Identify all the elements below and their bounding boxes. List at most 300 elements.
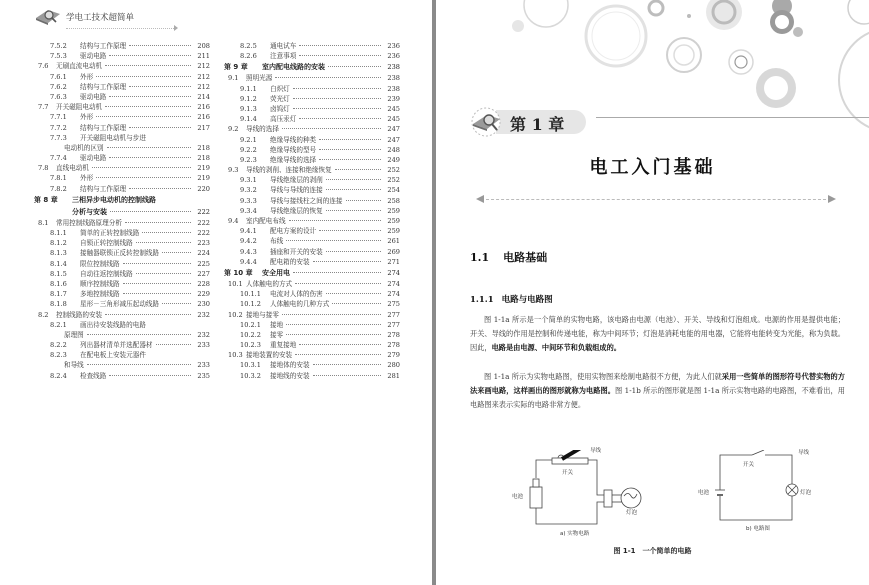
toc-entry[interactable] [34,92,210,102]
toc-entry[interactable] [224,279,400,289]
paragraph-1-emphasis: 电路是由电源、中间环节和负载组成的。 [491,343,621,353]
toc-leader-dots [162,303,191,304]
toc-leader-dots [109,55,191,56]
toc-entry-page: 232 [197,310,210,319]
toc-entry-title: 卤钨灯 [270,104,290,113]
toc-entry-number: 9.1.3 [240,104,257,113]
toc-entry-number: 8.2.1 [50,320,67,329]
toc-entry-page: 252 [387,176,400,185]
toc-leader-dots [289,220,381,221]
toc-entry-number: 8.1.1 [50,229,67,237]
toc-entry-page: 238 [387,84,400,93]
toc-entry-title: 导线绝缘层的恢复 [270,206,323,215]
toc-entry-title: 自锁正转控制线路 [80,239,133,248]
toc-entry-number: 7.7 [38,103,49,112]
toc-leader-dots [299,55,381,56]
right-page [436,0,869,585]
toc-entry-page: 259 [387,217,400,225]
toc-entry-title: 自动往返控制线路 [80,269,133,278]
paragraph-2-text: 图 1-1a 所示为实物电路图，使用实物图来绘制电路很不方便，为此人们就 [484,372,722,381]
toc-leader-dots [162,252,191,253]
toc-entry[interactable] [224,247,400,257]
toc-entry-title: 配电方案的设计 [270,227,317,236]
toc-entry[interactable] [224,371,400,381]
toc-leader-dots [319,159,381,160]
toc-entry-page: 229 [197,290,210,299]
toc-entry[interactable] [34,163,210,173]
toc-leader-dots [335,169,381,170]
toc-entry[interactable] [224,124,400,134]
toc-entry[interactable] [34,173,210,183]
toc-leader-dots [299,118,381,119]
toc-entry-page: 274 [387,279,400,288]
toc-entry-title: 无刷直流电动机 [56,62,103,71]
toc-entry-page: 216 [197,103,210,112]
toc-entry[interactable] [34,133,210,143]
toc-entry[interactable] [224,340,400,350]
toc-entry-number: 7.5.2 [50,42,67,50]
toc-entry[interactable] [34,143,210,153]
toc-entry[interactable] [34,248,210,258]
toc-entry-page: 212 [197,82,210,91]
toc-entry-page: 277 [387,310,400,319]
toc-entry[interactable] [224,226,400,236]
toc-entry[interactable] [224,41,400,51]
chapter-title: 电工入门基础 [589,157,716,178]
toc-entry-number: 7.8.1 [50,174,67,183]
toc-entry[interactable] [224,61,400,73]
toc-entry-title: 开关磁阻电动机 [56,103,103,112]
toc-leader-dots [286,324,381,325]
toc-entry[interactable] [224,350,400,360]
toc-entry-page: 219 [197,174,210,183]
caption-a: a) 实物电路 [560,531,590,537]
toc-entry-page: 247 [387,135,400,144]
toc-entry-title: 星形－三角形减压起动线路 [80,300,160,309]
toc-leader-dots [313,364,381,365]
toc-entry-page: 227 [197,269,210,278]
paragraph-1 [470,313,845,356]
toc-leader-dots [328,66,381,67]
toc-entry-page: 232 [197,330,210,339]
toc-entry-page: 271 [387,257,400,266]
toc-entry[interactable] [34,153,210,163]
toc-leader-dots [156,344,191,345]
toc-entry-number: 10.1.1 [240,290,261,299]
subsection-title: 电路与电路图 [501,295,553,305]
toc-leader-dots [105,314,191,315]
toc-leader-dots [293,108,381,109]
toc-entry-page: 224 [197,249,210,258]
toc-entry-page: 222 [197,229,210,237]
toc-leader-dots [286,334,381,335]
toc-leader-dots [319,139,381,140]
subsection-heading [470,293,553,305]
toc-leader-dots [319,149,381,150]
toc-entry[interactable] [34,299,210,309]
toc-leader-dots [123,283,191,284]
toc-entry-number: 8.1.4 [50,259,67,268]
toc-entry-number: 8.1.5 [50,269,67,278]
toc-entry-title: 导线的选择 [246,125,279,134]
toc-entry-number: 8.2.3 [50,351,67,360]
book-magnifier-icon [470,107,504,137]
toc-entry-number: 7.5.3 [50,52,67,61]
toc-leader-dots [346,200,381,201]
toc-entry-title: 人体触电的几种方式 [270,300,330,309]
toc-entry-title: 驱动电路 [80,52,107,61]
toc-entry[interactable] [34,320,210,330]
toc-leader-dots [282,314,381,315]
paragraph-1-text: 图 1-1a 所示是一个简单的实物电路，该电路由电源（电池）、开关、导线和灯泡组成。电源的作用是提供电能；开关、导线的作用是控制和传递电能，称为中间环节；灯泡是消耗电能的用电器，它能将电能转变为光能，称为负载。因此， [470,315,845,353]
toc-entry-title: 导线与导线的连接 [270,186,323,195]
toc-entry-page: 208 [197,42,210,50]
toc-entry-title: 导线的剥削、连接和绝缘恢复 [246,166,332,175]
header-arrow-icon [174,25,178,31]
toc-leader-dots [105,106,191,107]
toc-leader-dots [326,179,381,180]
toc-entry-number: 8.1.3 [50,249,67,258]
toc-entry-title: 室内配电布线 [246,217,286,225]
paragraph-2-text-end: 图 1-1b 所示的图形就是图 1-1a 所示实物电路的电路图，不难看出，用电路图来表示实际的电路非常方便。 [470,386,845,410]
toc-entry-number: 9.4 [228,217,239,225]
toc-entry-page: 278 [387,330,400,339]
toc-entry-title: 驱动电路 [80,154,107,163]
label-wire-a: 导线 [590,448,602,454]
toc-entry[interactable] [224,360,400,370]
toc-entry[interactable] [34,330,210,340]
caption-b: b) 电路图 [746,526,770,532]
label-wire-b: 导线 [798,450,810,456]
toc-entry-number: 7.6.1 [50,72,67,81]
toc-entry-page: 219 [197,164,210,173]
toc-entry-page: 274 [387,290,400,299]
toc-entry-number: 10.3.2 [240,371,261,380]
toc-leader-dots [275,77,381,78]
toc-entry[interactable] [34,184,210,194]
toc-entry-number: 8.1.2 [50,239,67,248]
toc-entry-title: 分析与安装 [72,207,107,216]
toc-entry-number: 7.7.3 [50,133,67,142]
toc-entry-number: 8.1.8 [50,300,67,309]
toc-entry-number: 10.2.2 [240,330,261,339]
toc-leader-dots [293,88,381,89]
toc-entry[interactable] [34,194,210,206]
chapter-number: 第 1 章 [510,115,565,134]
toc-entry[interactable] [224,299,400,309]
toc-entry-page: 249 [387,155,400,164]
toc-entry-title: 外形 [80,113,94,122]
toc-entry[interactable] [224,330,400,340]
toc-entry[interactable] [34,350,210,360]
toc-entry-number: 10.1 [228,279,243,288]
toc-entry-title: 简单的正转控制线路 [80,229,140,237]
toc-entry-number: 10.3 [228,351,243,360]
running-header [34,6,184,28]
toc-entry-number: 9.1 [228,74,239,83]
toc-leader-dots [109,96,191,97]
toc-entry-title: 导线绝缘层的剥削 [270,176,323,185]
toc-entry-number: 9.3.1 [240,176,257,185]
toc-entry[interactable] [34,259,210,269]
toc-entry[interactable] [34,206,210,218]
toc-leader-dots [326,251,381,252]
toc-entry[interactable] [224,196,400,206]
toc-leader-dots [295,354,381,355]
toc-entry[interactable] [224,73,400,83]
toc-entry-number: 9.2.2 [240,145,257,154]
toc-entry-number: 8.2.4 [50,371,67,380]
toc-entry-title: 驱动电路 [80,92,107,101]
toc-entry[interactable] [34,310,210,320]
toc-entry-number: 9.2.3 [240,155,257,164]
toc-entry[interactable] [34,102,210,112]
toc-leader-dots [326,293,381,294]
toc-entry[interactable] [224,267,400,279]
toc-entry[interactable] [224,289,400,299]
label-lamp-a: 灯泡 [626,510,638,516]
toc-entry-title: 结构与工作原理 [80,82,127,91]
toc-entry[interactable] [34,238,210,248]
toc-leader-dots [326,210,381,211]
header-divider [66,28,176,29]
toc-entry[interactable] [34,72,210,82]
right-arrow-icon [828,195,836,203]
toc-leader-dots [142,232,191,233]
toc-entry-title: 白炽灯 [270,84,290,93]
toc-entry-title: 室内配电线路的安装 [262,63,325,72]
toc-entry[interactable] [224,51,400,61]
toc-entry[interactable] [224,135,400,145]
toc-entry-page: 230 [197,300,210,309]
toc-entry-title: 接地装置的安装 [246,351,293,360]
toc-entry[interactable] [34,123,210,133]
toc-entry-title: 布线 [270,237,284,246]
subsection-number: 1.1.1 [470,295,494,305]
toc-entry-title: 结构与工作原理 [80,42,127,50]
toc-entry-number: 9.2.1 [240,135,257,144]
toc-entry-page: 275 [387,300,400,309]
toc-entry-page: 218 [197,143,210,152]
toc-entry[interactable] [224,175,400,185]
book-magnifier-icon [34,6,62,26]
toc-entry[interactable] [224,114,400,124]
toc-entry-number: 7.8.2 [50,184,67,193]
toc-entry-page: 245 [387,115,400,124]
toc-entry-title: 结构与工作原理 [80,123,127,132]
toc-entry-page: 228 [197,279,210,288]
toc-leader-dots [129,188,191,189]
toc-entry-page: 259 [387,227,400,236]
toc-entry-number: 7.6.3 [50,92,67,101]
toc-leader-dots [96,177,191,178]
toc-leader-dots [107,147,191,148]
toc-entry[interactable] [224,155,400,165]
toc-entry[interactable] [34,112,210,122]
toc-leader-dots [332,303,381,304]
toc-entry-number: 9.3.2 [240,186,257,195]
toc-entry[interactable] [34,228,210,238]
toc-entry-page: 277 [387,320,400,329]
toc-entry-page: 278 [387,341,400,350]
toc-entry-number: 8.2.2 [50,341,67,350]
toc-entry[interactable] [34,269,210,279]
toc-entry[interactable] [224,257,400,267]
toc-entry-number: 9.1.1 [240,84,257,93]
toc-leader-dots [136,242,191,243]
toc-entry[interactable] [224,216,400,226]
toc-entry-page: 223 [197,239,210,248]
toc-entry-page: 245 [387,104,400,113]
toc-entry[interactable] [34,218,210,228]
toc-entry-page: 254 [387,186,400,195]
label-battery-b: 电池 [698,490,710,496]
toc-entry-number: 7.8 [38,164,49,173]
toc-entry-number: 9.4.1 [240,227,257,236]
toc-entry-page: 238 [387,74,400,83]
toc-entry-number: 7.6.2 [50,82,67,91]
toc-entry-page: 258 [387,196,400,205]
toc-entry[interactable] [34,41,210,51]
toc-entry-number: 第 10 章 [224,268,253,277]
toc-entry-number: 7.7.1 [50,113,67,122]
toc-entry-page: 252 [387,166,400,175]
toc-entry-number: 10.2.3 [240,341,261,350]
label-lamp-b: 灯泡 [800,490,812,496]
toc-entry-title: 电动机的区别 [64,143,104,152]
toc-entry-title: 绝缘导线的型号 [270,145,317,154]
chapter-rule [596,117,869,118]
toc-entry-title: 列出器材清单并选配器材 [80,341,153,350]
toc-entry-title: 安全用电 [262,268,290,277]
toc-entry-page: 216 [197,113,210,122]
toc-leader-dots [105,65,191,66]
toc-entry-page: 212 [197,62,210,71]
figure-caption: 图 1-1 一个简单的电路 [613,547,692,555]
toc-entry-page: 233 [197,361,210,370]
toc-entry-title: 开关磁阻电动机与步进 [80,133,146,142]
toc-column-2 [224,41,400,381]
toc-entry[interactable] [224,84,400,94]
toc-entry-number: 8.1.6 [50,279,67,288]
toc-entry-title: 原理图 [64,330,84,339]
toc-entry[interactable] [224,185,400,195]
toc-entry[interactable] [224,320,400,330]
toc-entry[interactable] [224,310,400,320]
paragraph-2-emphasis: 采用一些简单的图形符号代替实物的方法来画电路，这样画出的图形就称为电路图。 [470,372,845,396]
toc-entry[interactable] [224,236,400,246]
toc-entry-page: 214 [197,92,210,101]
toc-entry-page: 225 [197,259,210,268]
toc-entry-number: 9.4.4 [240,257,257,266]
toc-leader-dots [110,211,191,212]
toc-leader-dots [109,157,191,158]
toc-entry-title: 插座和开关的安装 [270,247,323,256]
toc-entry[interactable] [224,145,400,155]
toc-entry-number: 9.3 [228,166,239,175]
label-switch-b: 开关 [743,462,755,468]
toc-entry-page: 222 [197,218,210,227]
toc-entry-title: 配电箱的安装 [270,257,310,266]
toc-leader-dots [286,240,381,241]
toc-entry-title: 接地线的安装 [270,371,310,380]
toc-leader-dots [313,261,381,262]
toc-entry-title: 重复接地 [270,341,297,350]
toc-entry-number: 9.4.3 [240,247,257,256]
toc-entry[interactable] [34,279,210,289]
toc-entry[interactable] [224,94,400,104]
toc-entry[interactable] [34,289,210,299]
toc-leader-dots [87,334,191,335]
dashed-line [486,199,826,200]
toc-entry-number: 10.2.1 [240,320,261,329]
toc-leader-dots [129,127,191,128]
toc-entry-title: 画出待安装线路的电路 [80,320,146,329]
toc-entry-title: 常用控制线路原理分析 [56,218,122,227]
toc-entry-number: 7.6 [38,62,49,71]
toc-leader-dots [293,272,381,273]
toc-entry-page: 236 [387,52,400,61]
toc-entry[interactable] [224,104,400,114]
left-page [0,0,432,585]
toc-entry-number: 9.2 [228,125,239,134]
toc-entry-title: 控制线路的安装 [56,310,103,319]
toc-entry-page: 239 [387,94,400,103]
toc-entry-title: 电流对人体的伤害 [270,290,323,299]
toc-entry-title: 外形 [80,174,94,183]
toc-entry-page: 218 [197,154,210,163]
toc-entry-title: 导线与接线柱之间的连接 [270,196,343,205]
toc-entry-page: 261 [387,237,400,246]
toc-entry[interactable] [34,340,210,350]
label-switch-a: 开关 [562,470,574,476]
toc-entry-title: 和导线 [64,361,84,370]
toc-entry-number: 8.2.5 [240,42,257,50]
toc-entry-page: 238 [387,63,400,72]
toc-entry-title: 结构与工作原理 [80,184,127,193]
toc-leader-dots [92,167,191,168]
toc-entry-title: 人体触电的方式 [246,279,293,288]
toc-leader-dots [299,45,381,46]
toc-leader-dots [87,364,191,365]
toc-entry[interactable] [34,61,210,71]
toc-entry-number: 8.1 [38,218,49,227]
toc-entry-number: 9.3.4 [240,206,257,215]
toc-leader-dots [123,263,191,264]
toc-entry-number: 10.2 [228,310,243,319]
toc-entry[interactable] [34,360,210,370]
toc-entry[interactable] [224,165,400,175]
toc-entry[interactable] [34,82,210,92]
toc-entry[interactable] [224,206,400,216]
section-title: 电路基础 [503,251,548,264]
toc-entry-number: 10.1.2 [240,300,261,309]
chapter-badge [470,107,600,137]
left-arrow-icon [476,195,484,203]
toc-entry-title: 在配电板上安装元器件 [80,351,146,360]
toc-entry-number: 10.3.1 [240,361,261,370]
toc-entry[interactable] [34,371,210,381]
toc-entry-page: 236 [387,42,400,50]
toc-entry-number: 9.1.4 [240,115,257,124]
toc-entry-page: 248 [387,145,400,154]
toc-entry-title: 外形 [80,72,94,81]
toc-entry-page: 220 [197,184,210,193]
toc-entry-title: 限位控制线路 [80,259,120,268]
toc-entry-page: 233 [197,341,210,350]
toc-leader-dots [129,45,191,46]
toc-entry[interactable] [34,51,210,61]
